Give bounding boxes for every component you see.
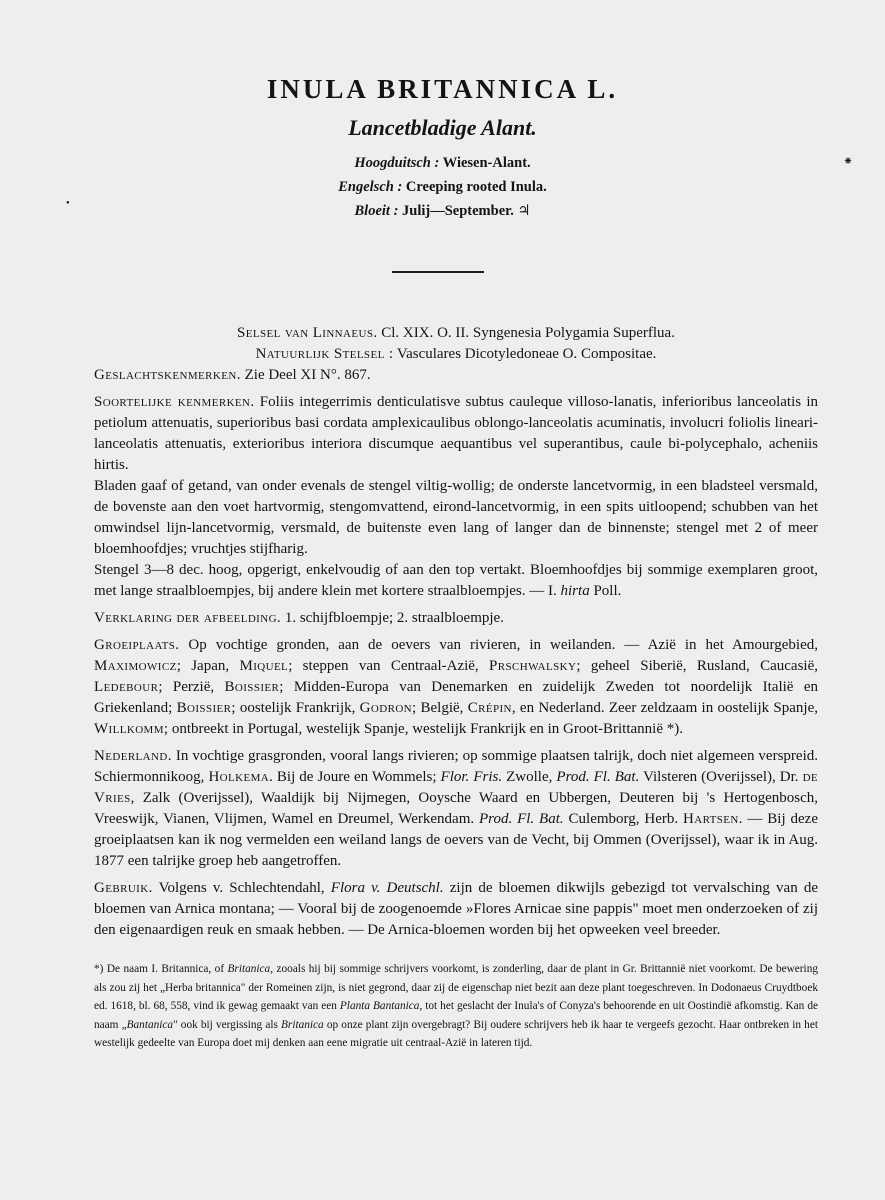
- name-line-german: Hoogduitsch : Wiesen-Alant.: [354, 155, 531, 171]
- name-line-flowering: Bloeit : Julij—September. ♃: [354, 203, 531, 219]
- netherlands-paragraph: Nederland. In vochtige grasgronden, vooral langs rivieren; op sommige plaatsen talrijk, doch niet algemeen verspreid. Schiermonnikoog, Holkema. Bij de Joure en Wommels; Flor. Fris. Zwolle, Prod. Fl. Bat. Vilsteren (Overijssel), Dr. de Vries, Zalk (Overijssel), Waaldijk bij Nijmegen, Ooysche Waard en Ubbergen, Deuteren bij 's Hertogenbosch, Vreeswijk, Vianen, Vlijmen, Wamel en Dreumel, Werkendam. Prod. Fl. Bat. Culemborg, Herb. Hartsen. — Bij deze groeiplaatsen kan ik nog vermelden een weiland langs de oevers van de Vecht, bij Ommen (Overijssel), waar ik in Aug. 1877 een talrijke groep heb aangetroffen.: [94, 748, 819, 869]
- figure-explanation: Verklaring der afbeelding. 1. schijfbloempje; 2. straalbloempje.: [94, 610, 504, 626]
- ink-speck: ⁕: [843, 154, 854, 168]
- footnote: *) De naam I. Britannica, of Britanica, zooals hij bij sommige schrijvers voorkomt, is zonderling, daar de plant in Gr. Brittannië niet voorkomt. De bewering als zou zij het „Herba britannica" der Romeinen zijn, is niet gegrond, daar zij de eigenschap niet bezit aan deze plant toegeschreven. In Dodonaeus Cruydtboek ed. 1618, bl. 68, 558, vind ik gewag gemaakt van een Planta Bantanica, tot het geslacht der Inula's of Conyza's behoorende en uit Oostindië afkomstig. Kan de naam „Bantanica" ook bij vergissing als Britanica op onze plant zijn overgebragt? Bij oudere schrijvers heb ik haar te vergeefs gezocht. Haar ontbreken in het westelijk gedeelte van Europa doet mij denken aan eene migratie uit centraal-Azië in lateren tijd.: [94, 963, 818, 1049]
- common-name: Lancetbladige Alant.: [348, 115, 537, 140]
- species-characters: Soortelijke kenmerken. Foliis integerrimis denticulatisve subtus cauleque villoso-lanatis, inferioribus lanceolatis in petiolum attenuatis, superioribus basi cordata amplexicaulibus oblongo-lanceolatis acuminatis, involucri foliolis lineari-lanceolatis attenuatis, exterioribus interiora discumque aequantibus vel superantibus, caule bi-polycephalo, acheniis hirtis.: [94, 394, 818, 473]
- species-title: INULA BRITANNICA L.: [266, 74, 619, 104]
- use-paragraph: Gebruik. Volgens v. Schlechtendahl, Flora v. Deutschl. zijn de bloemen dikwijls gebezigd tot vervalsching van de bloemen van Arnica montana; — Vooral bij de zoogenoemde »Flores Arnicae sine pappis" moet men onderzoeken of zij den eigenaardigen reuk en smaak hebben. — De Arnica-bloemen worden bij het opweeken veel breeder.: [94, 880, 818, 938]
- title-divider: [392, 271, 484, 273]
- vernacular-names: [0, 151, 885, 223]
- natural-system: Natuurlijk Stelsel : Vasculares Dicotyledoneae O. Compositae.: [255, 346, 657, 362]
- main-text: [94, 323, 818, 941]
- leaves-description: Bladen gaaf of getand, van onder evenals de stengel viltig-wollig; de onderste lancetvormig, in een bladsteel versmald, de bovenste aan den voet hartvormig, stengomvattend, eirond-lancetvormig, in een spits uitloopend; schubben van het omwindsel lijn-lancetvormig, versmald, de buitenste even lang of langer dan de binnenste; stengel met 2 of meer bloemhoofdjes; vruchtjes stijfharig.: [94, 478, 818, 557]
- ink-dot: ●: [66, 200, 70, 206]
- habitat-paragraph: Groeiplaats. Op vochtige gronden, aan de oevers van rivieren, in weilanden. — Azië in het Amourgebied, Maximowicz; Japan, Miquel; steppen van Centraal-Azië, Prschwalsky; geheel Siberië, Rusland, Caucasië, Ledebour; Perzië, Boissier; Midden-Europa van Denemarken en zuidelijk Zweden tot noordelijk Italië en Griekenland; Boissier; oostelijk Frankrijk, Godron; België, Crépin, en Nederland. Zeer zeldzaam in oostelijk Spanje, Willkomm; ontbreekt in Portugal, westelijk Spanje, westelijk Frankrijk en in Groot-Brittannië *).: [94, 637, 819, 737]
- stem-description: Stengel 3—8 dec. hoog, opgerigt, enkelvoudig of aan den top vertakt. Bloemhoofdjes bij sommige exemplaren groot, met lange straalbloempjes, bij andere klein met kortere straalbloempjes. — I. hirta Poll.: [94, 562, 818, 599]
- linnaeus-system: Selsel van Linnaeus. Cl. XIX. O. II. Syngenesia Polygamia Superflua.: [237, 325, 675, 341]
- genus-characters: Geslachtskenmerken. Zie Deel XI N°. 867.: [94, 367, 371, 383]
- name-line-english: Engelsch : Creeping rooted Inula.: [338, 179, 547, 195]
